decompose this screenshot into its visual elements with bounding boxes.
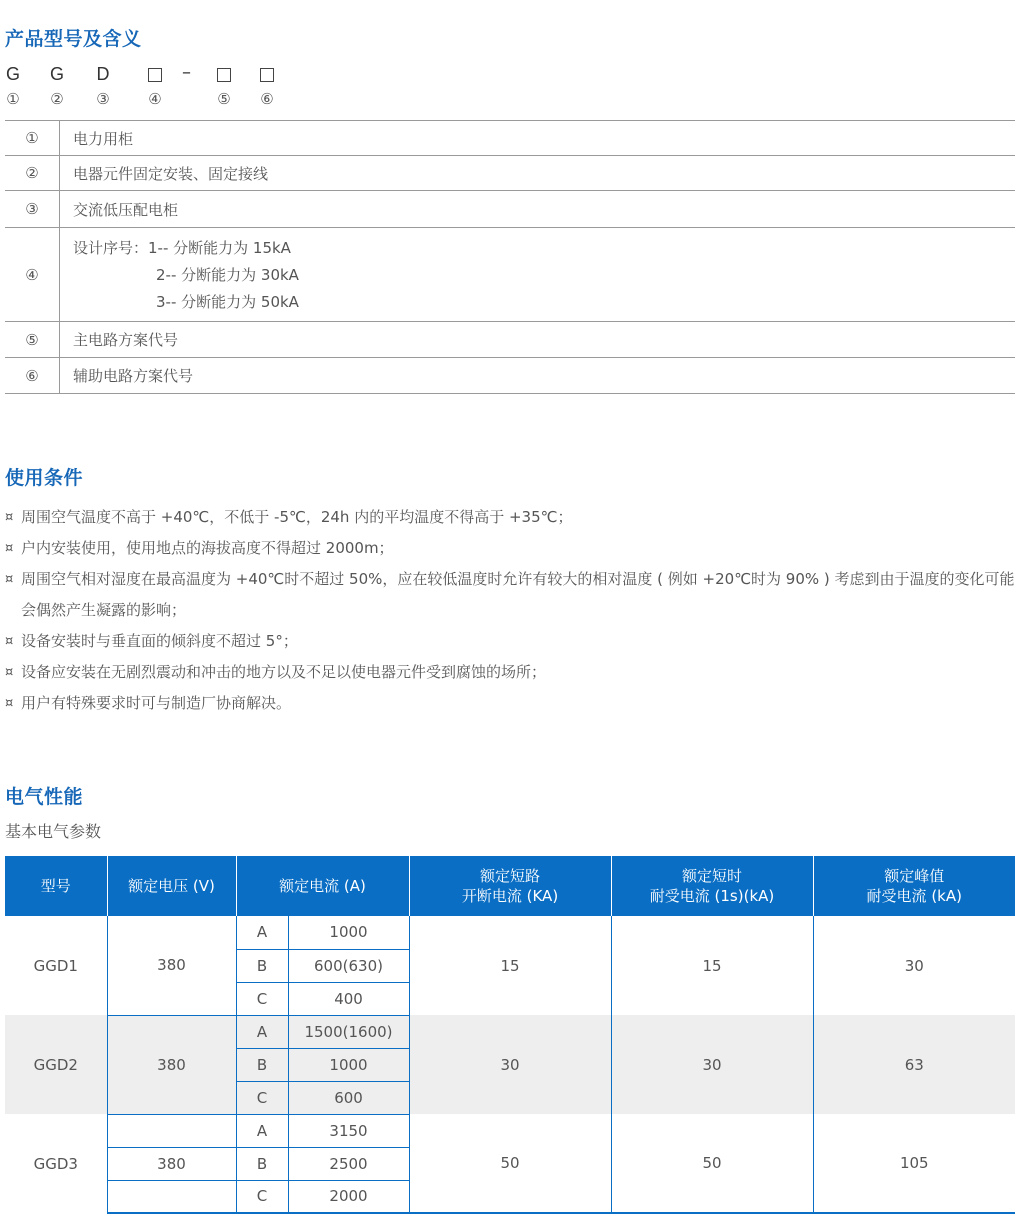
electrical-performance-title: 电气性能 bbox=[5, 786, 84, 808]
condition-text: 周围空气温度不高于 +40℃，不低于 -5℃，24h 内的平均温度不得高于 +35℃； bbox=[21, 508, 573, 526]
cell-withstand: 15 bbox=[611, 916, 813, 1015]
meaning-row bbox=[5, 358, 1015, 394]
cell-grade: A bbox=[236, 916, 288, 949]
header-voltage: 额定电压 (V) bbox=[107, 856, 236, 916]
meaning-number: ⑤ bbox=[5, 322, 60, 357]
cell-withstand: 50 bbox=[611, 1114, 813, 1213]
cell-current: 1000 bbox=[288, 916, 409, 949]
bullet-icon: ¤ bbox=[5, 541, 14, 556]
cell-peak: 30 bbox=[813, 916, 1015, 1015]
cell-model: GGD2 bbox=[5, 1015, 107, 1114]
bullet-icon: ¤ bbox=[5, 696, 14, 711]
cell-grade: B bbox=[236, 1048, 288, 1081]
bullet-icon: ¤ bbox=[5, 510, 14, 525]
cell-current: 600 bbox=[288, 1081, 409, 1114]
cell-current: 2500 bbox=[288, 1147, 409, 1180]
code-placeholder-box bbox=[260, 68, 274, 82]
code-number-3: ③ bbox=[96, 90, 110, 108]
code-placeholder-box bbox=[148, 68, 162, 82]
meaning-number: ⑥ bbox=[5, 358, 60, 393]
condition-text: 设备安装时与垂直面的倾斜度不超过 5°； bbox=[21, 632, 298, 650]
cell-breaking: 50 bbox=[409, 1114, 611, 1213]
header-current: 额定电流 (A) bbox=[236, 856, 409, 916]
list-item bbox=[5, 502, 1020, 533]
cell-grade: A bbox=[236, 1015, 288, 1048]
cell-grade: B bbox=[236, 1147, 288, 1180]
meaning-text: 电器元件固定安装、固定接线 bbox=[73, 164, 269, 183]
header-breaking-line-2: 开断电流 (KA) bbox=[461, 887, 559, 905]
cell-current: 2000 bbox=[288, 1180, 409, 1213]
meaning-number: ③ bbox=[5, 191, 60, 227]
header-withstand-line-2: 耐受电流 (1s)(kA) bbox=[649, 887, 775, 905]
cell-voltage-empty bbox=[107, 1180, 236, 1213]
cell-model: GGD1 bbox=[33, 956, 78, 975]
cell-withstand: 30 bbox=[611, 1015, 813, 1114]
bullet-icon: ¤ bbox=[5, 665, 14, 680]
cell-current: 600(630) bbox=[288, 949, 409, 982]
list-item bbox=[5, 688, 1020, 719]
meaning-row bbox=[5, 121, 1015, 156]
code-number-2: ② bbox=[50, 90, 64, 108]
meaning-text bbox=[60, 228, 299, 321]
code-number-5: ⑤ bbox=[217, 90, 231, 108]
table-header-row bbox=[5, 856, 1015, 916]
header-model: 型号 bbox=[5, 856, 107, 916]
meaning-number: ① bbox=[5, 121, 60, 155]
header-withstand-line-1: 额定短时 bbox=[682, 867, 743, 885]
product-model-title: 产品型号及含义 bbox=[5, 28, 142, 50]
meaning-text: 主电路方案代号 bbox=[73, 331, 179, 349]
meaning-text: 电力用柜 bbox=[73, 129, 134, 148]
design-serial-line-2: 2-- 分断能力为 30kA bbox=[156, 266, 299, 284]
cell-grade: B bbox=[236, 949, 288, 982]
meaning-number: ④ bbox=[5, 228, 60, 321]
condition-text: 周围空气相对湿度在最高温度为 +40℃时不超过 50%，应在较低温度时允许有较大的相对温度 ( 例如 +20℃时为 90% ) 考虑到由于温度的变化可能会偶然产生凝露的影响； bbox=[21, 570, 1015, 619]
list-item bbox=[5, 626, 1020, 657]
code-letter-1: G bbox=[5, 64, 20, 84]
header-withstand-current bbox=[611, 856, 813, 916]
meaning-row bbox=[5, 322, 1015, 358]
meaning-text: 辅助电路方案代号 bbox=[73, 367, 194, 385]
cell-grade: C bbox=[236, 1081, 288, 1114]
cell-grade: C bbox=[236, 1180, 288, 1213]
condition-text: 设备应安装在无剧烈震动和冲击的地方以及不足以使电器元件受到腐蚀的场所； bbox=[21, 663, 547, 681]
bullet-icon: ¤ bbox=[5, 634, 14, 649]
cell-model: GGD3 bbox=[33, 1154, 78, 1173]
cell-current: 400 bbox=[288, 982, 409, 1015]
design-serial-line-3: 3-- 分断能力为 50kA bbox=[156, 293, 299, 311]
cell-breaking: 15 bbox=[409, 916, 611, 1015]
usage-conditions-list bbox=[5, 502, 1020, 719]
cell-voltage: 380 bbox=[107, 916, 236, 1015]
table-row bbox=[5, 1114, 1015, 1147]
meaning-row bbox=[5, 228, 1015, 322]
meaning-text: 交流低压配电柜 bbox=[73, 200, 179, 219]
code-dash: – bbox=[182, 62, 191, 83]
basic-parameters-subtitle: 基本电气参数 bbox=[5, 822, 102, 841]
design-serial-line-1: 设计序号：1-- 分断能力为 15kA bbox=[73, 239, 291, 257]
code-number-6: ⑥ bbox=[260, 90, 274, 108]
cell-current: 1000 bbox=[288, 1048, 409, 1081]
usage-conditions-title: 使用条件 bbox=[5, 467, 84, 489]
cell-grade: C bbox=[236, 982, 288, 1015]
cell-peak: 63 bbox=[813, 1015, 1015, 1114]
code-letter-3: D bbox=[96, 64, 110, 84]
header-peak-current bbox=[813, 856, 1015, 916]
code-number-1: ① bbox=[6, 90, 20, 108]
header-peak-line-1: 额定峰值 bbox=[884, 867, 945, 885]
model-meaning-table bbox=[5, 120, 1015, 394]
model-code bbox=[0, 62, 400, 112]
meaning-row bbox=[5, 156, 1015, 191]
bullet-icon: ¤ bbox=[5, 572, 14, 587]
list-item bbox=[5, 564, 1020, 626]
cell-peak: 105 bbox=[813, 1114, 1015, 1213]
cell-grade: A bbox=[236, 1114, 288, 1147]
cell-voltage: 380 bbox=[107, 1147, 236, 1180]
header-peak-line-2: 耐受电流 (kA) bbox=[866, 887, 962, 905]
cell-breaking: 30 bbox=[409, 1015, 611, 1114]
list-item bbox=[5, 533, 1020, 564]
meaning-number: ② bbox=[5, 156, 60, 190]
list-item bbox=[5, 657, 1020, 688]
header-breaking-current bbox=[409, 856, 611, 916]
electrical-parameters-table bbox=[5, 856, 1015, 1214]
meaning-row bbox=[5, 191, 1015, 228]
table-row bbox=[5, 916, 1015, 949]
header-breaking-line-1: 额定短路 bbox=[480, 867, 541, 885]
cell-current: 1500(1600) bbox=[288, 1015, 409, 1048]
code-letter-2: G bbox=[49, 64, 64, 84]
condition-text: 用户有特殊要求时可与制造厂协商解决。 bbox=[21, 694, 292, 712]
condition-text: 户内安装使用，使用地点的海拔高度不得超过 2000m； bbox=[21, 539, 394, 557]
table-row bbox=[5, 1015, 1015, 1048]
code-placeholder-box bbox=[217, 68, 231, 82]
cell-voltage-empty bbox=[107, 1114, 236, 1147]
cell-voltage: 380 bbox=[107, 1015, 236, 1114]
code-number-4: ④ bbox=[148, 90, 162, 108]
cell-current: 3150 bbox=[288, 1114, 409, 1147]
